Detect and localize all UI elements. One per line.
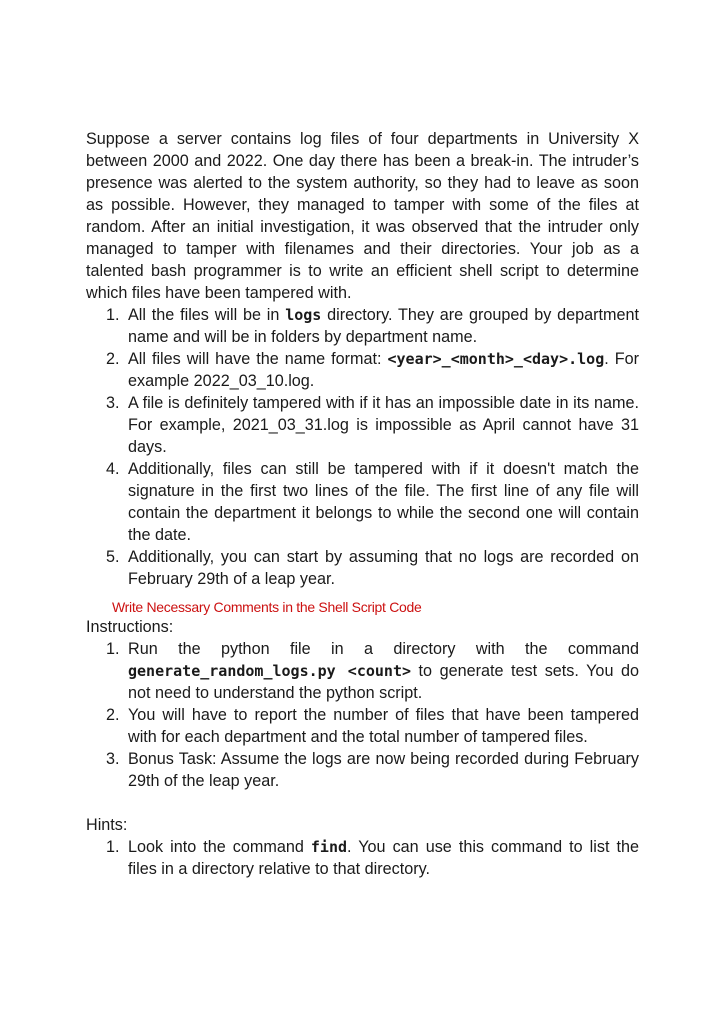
list-item: 1. Run the python file in a directory with the command generate_random_logs.py <count> to generate test sets. You do not need to understand the python script. <box>106 640 639 702</box>
blank-line <box>86 792 639 814</box>
inline-code: generate_random_logs.py <count> <box>128 662 412 680</box>
list-item: 1. All the files will be in logs directory. They are grouped by department name and will be in folders by department name. <box>106 306 639 346</box>
inline-code: find <box>310 838 348 856</box>
hints-list <box>86 836 639 880</box>
list-item: 5. Additionally, you can start by assuming that no logs are recorded on February 29th of a leap year. <box>106 548 639 588</box>
list-item: 1. Look into the command find. You can use this command to list the files in a directory relative to that directory. <box>106 838 639 878</box>
inline-code: <year>_<month>_<day>.log <box>387 350 605 368</box>
list-item: 3. A file is definitely tampered with if it has an impossible date in its name. For example, 2021_03_31.log is impossible as April cannot have 31 days. <box>106 394 639 456</box>
hints-heading: Hints: <box>86 816 128 834</box>
intro-paragraph: Suppose a server contains log files of four departments in University X between 2000 and 2022. One day there has been a break-in. The intruder’s presence was alerted to the system authority, so they had to leave as soon as possible. However, they managed to tamper with some of the files at random. After an initial investigation, it was observed that the intruder only managed to tamper with filenames and their directories. Your job as a talented bash programmer is to write an efficient shell script to determine which files have been tampered with. <box>86 130 639 302</box>
instructions-heading: Instructions: <box>86 618 174 636</box>
list-item: 2. All files will have the name format: <year>_<month>_<day>.log. For example 2022_03_10.log. <box>106 350 639 390</box>
list-item: 3. Bonus Task: Assume the logs are now being recorded during February 29th of the leap year. <box>106 750 639 790</box>
list-item: 4. Additionally, files can still be tampered with if it doesn't match the signature in the first two lines of the file. The first line of any file will contain the department it belongs to while the second one will contain the date. <box>106 460 639 544</box>
inline-code: logs <box>285 306 322 324</box>
list-item: 2. You will have to report the number of files that have been tampered with for each department and the total number of tampered files. <box>106 706 639 746</box>
document-body <box>86 128 639 880</box>
instructions-list <box>86 638 639 792</box>
rules-list <box>86 304 639 590</box>
comment-note: Write Necessary Comments in the Shell Script Code <box>112 599 422 615</box>
